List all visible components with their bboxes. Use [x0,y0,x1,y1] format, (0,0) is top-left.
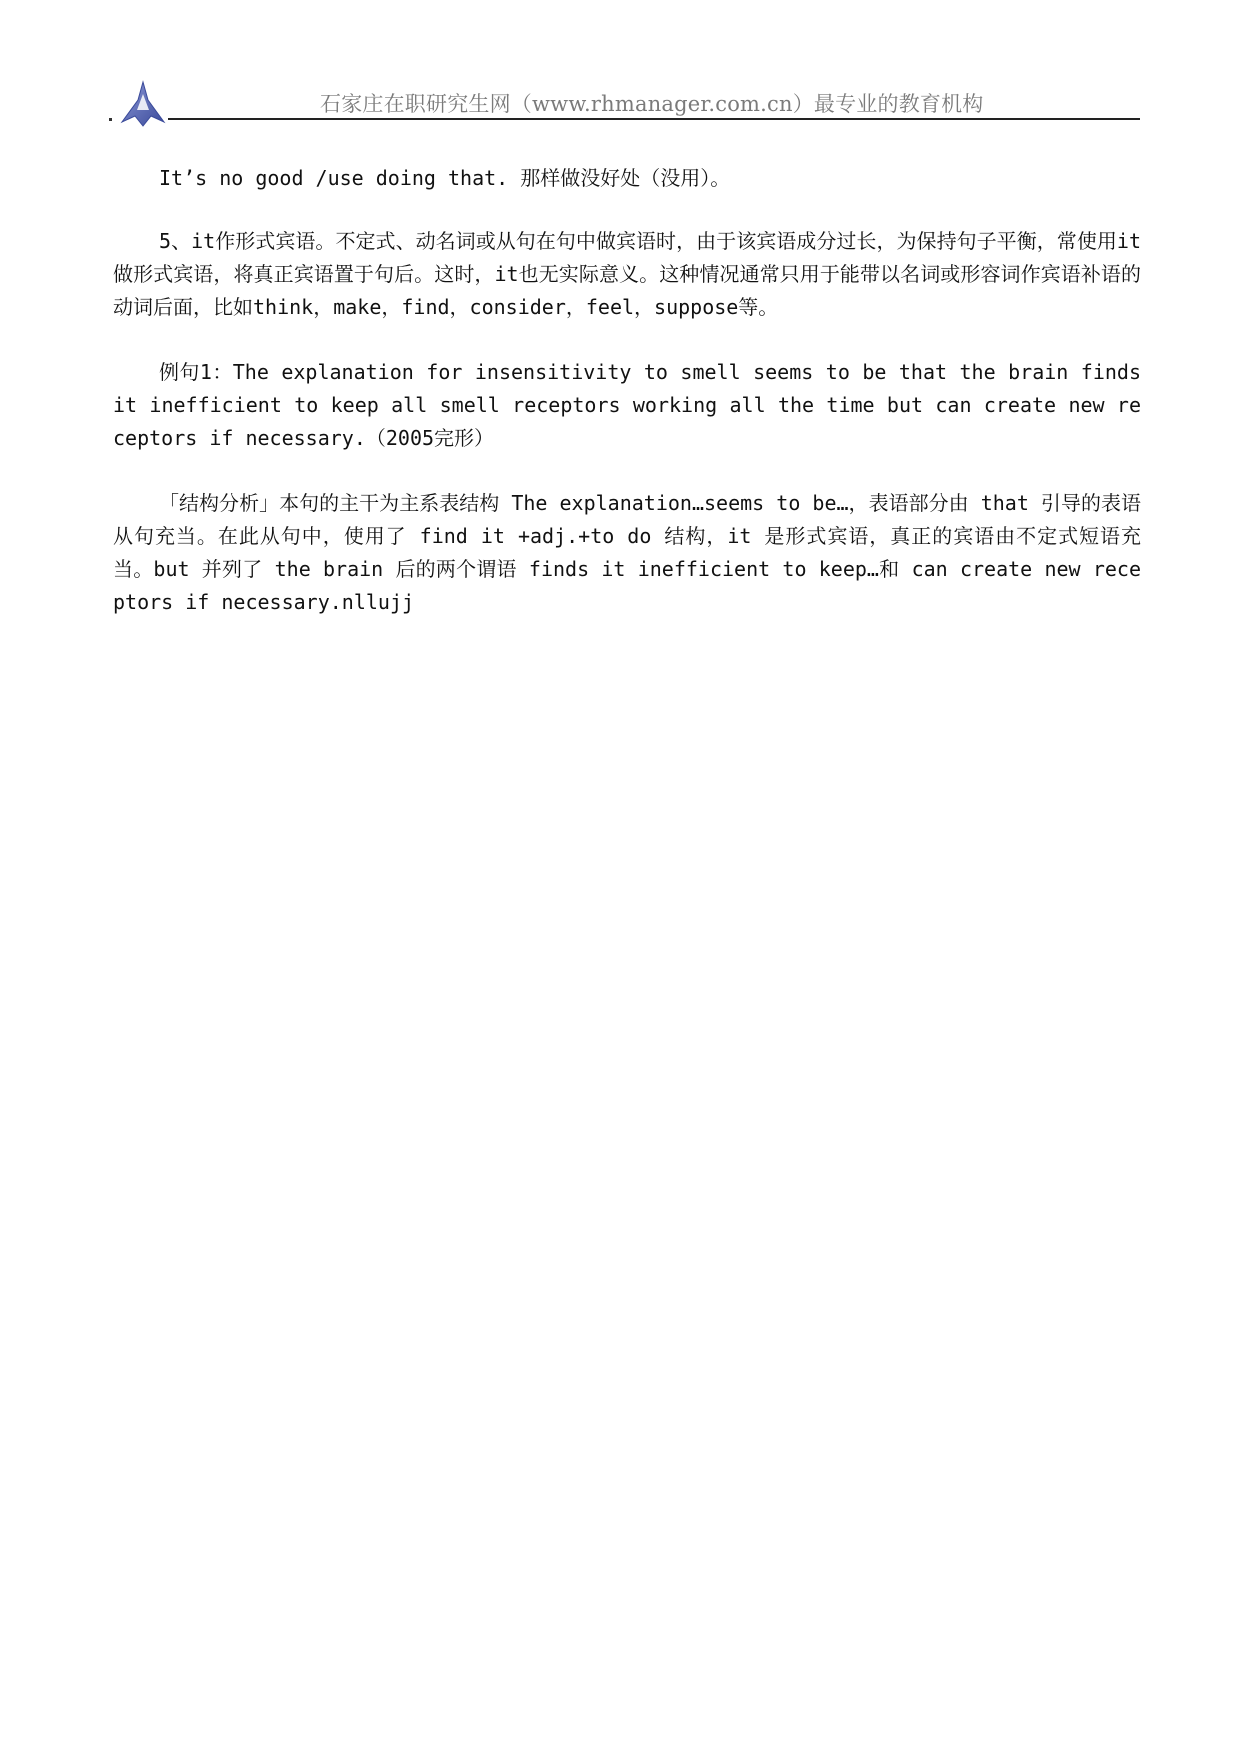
page-header [0,0,1241,130]
paragraph-example-phrase: It’s no good /use doing that. 那样做没好处（没用）。 [159,166,731,190]
paragraph-example-sentence: 例句1：The explanation for insensitivity to smell seems to be that the brain finds it inefficient to keep all smell receptors working all the time but can create new receptors if necessary.（2005完形） [113,360,1141,450]
header-dot [109,118,112,121]
document-body [113,162,1141,651]
paragraph-structure-analysis: 「结构分析」本句的主干为主系表结构 The explanation…seems to be…，表语部分由 that 引导的表语从句充当。在此从句中，使用了 find it +adj.+to do 结构，it 是形式宾语，真正的宾语由不定式短语充当。but 并列了 the brain 后的两个谓语 finds it inefficient to keep…和 can create new receptors if necessary.nllujj [113,491,1141,614]
header-divider [168,118,1140,120]
triangle-emblem-icon [118,80,168,128]
header-title: 石家庄在职研究生网（www.rhmanager.com.cn）最专业的教育机构 [320,92,984,116]
paragraph-rule-5: 5、it作形式宾语。不定式、动名词或从句在句中做宾语时，由于该宾语成分过长，为保持句子平衡，常使用it做形式宾语，将真正宾语置于句后。这时，it也无实际意义。这种情况通常只用于能带以名词或形容词作宾语补语的动词后面，比如think，make，find，consider，feel，suppose等。 [113,229,1141,319]
